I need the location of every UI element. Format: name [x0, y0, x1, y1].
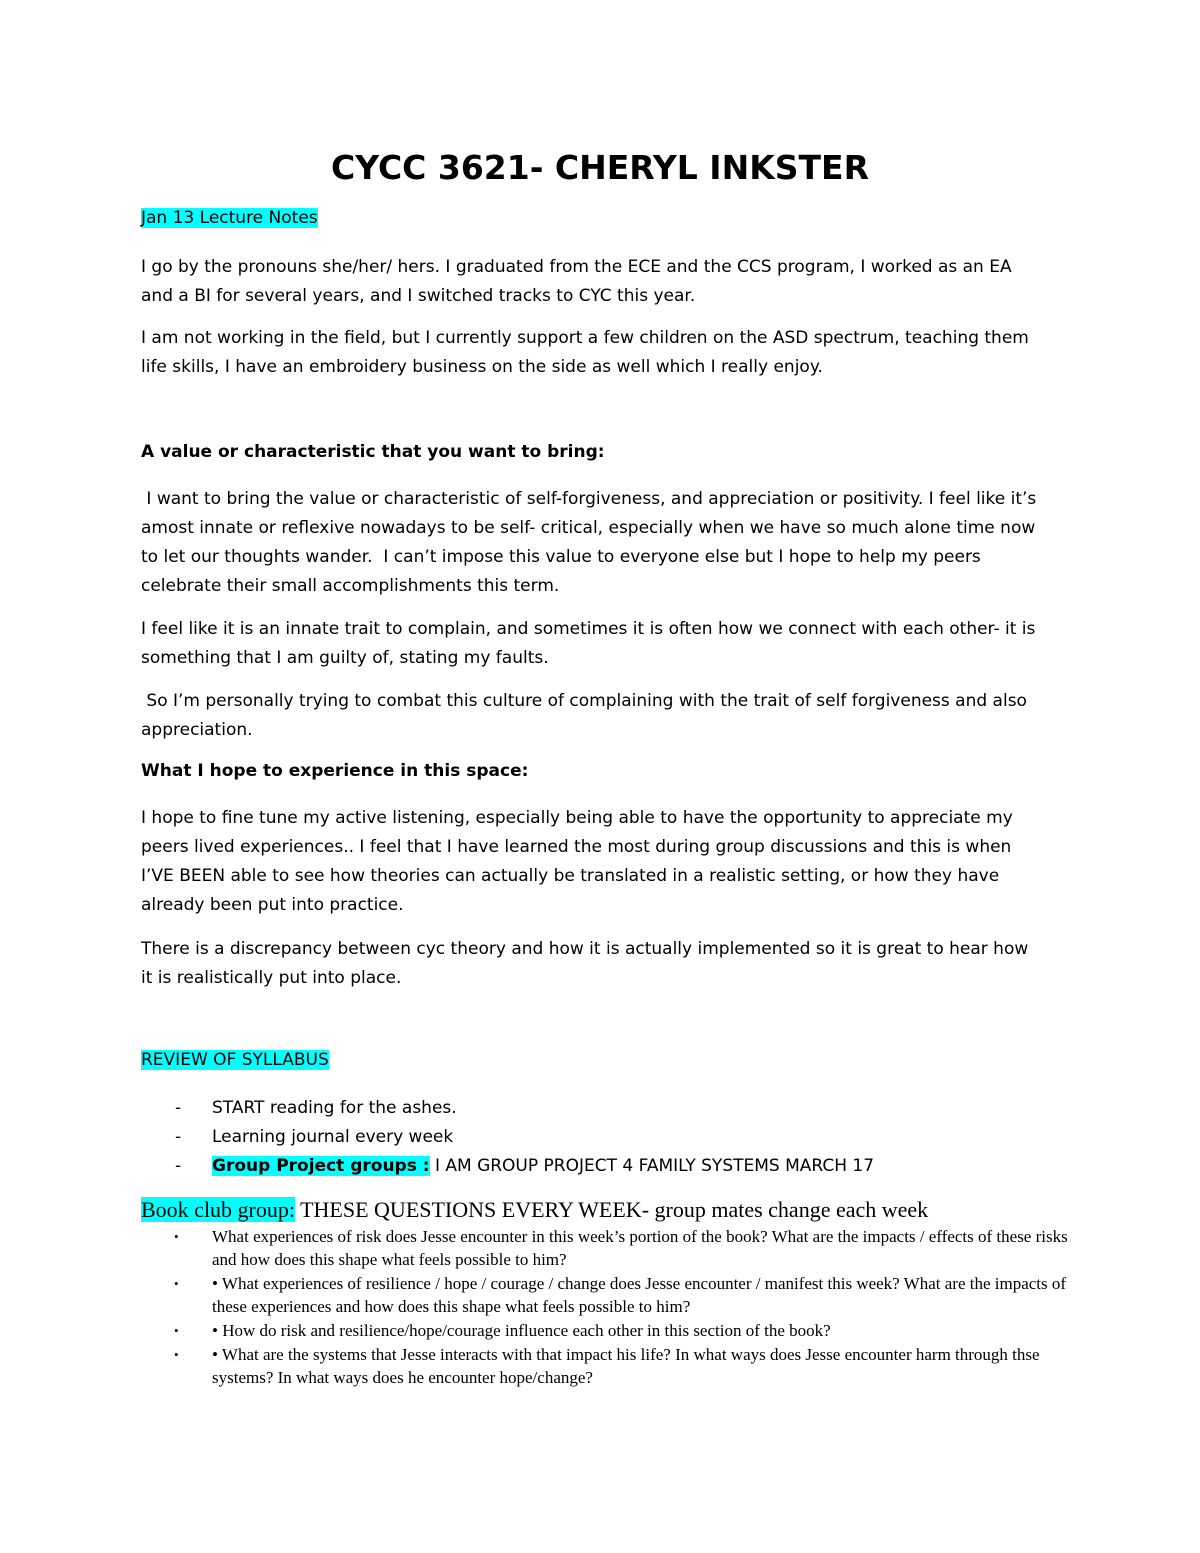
bullet-icon: • [174, 1323, 179, 1338]
list-item [141, 1343, 1071, 1389]
syllabus-heading: REVIEW OF SYLLABUS [141, 1050, 329, 1070]
value-paragraph-2 [141, 615, 1061, 673]
list-item [141, 1152, 1061, 1181]
experience-heading: What I hope to experience in this space: [141, 761, 529, 781]
book-club-questions [141, 1225, 1071, 1389]
text-line: already been put into practice. [141, 895, 404, 915]
experience-paragraph-1 [141, 804, 1061, 920]
jan13-heading-block [141, 208, 1061, 228]
text-line: There is a discrepancy between cyc theory and how it is actually implemented so it is great to hear how [141, 939, 1029, 959]
bullet-icon: • [174, 1229, 179, 1244]
book-club-label: Book club group: [141, 1197, 295, 1222]
question-text: • What are the systems that Jesse interacts with that impact his life? In what ways does Jesse encounter harm through thse systems? In what ways does he encounter hope/change? [212, 1345, 1040, 1387]
intro-paragraph-2 [141, 324, 1061, 382]
intro-paragraph-1 [141, 253, 1061, 311]
syllabus-list-block [141, 1094, 1061, 1181]
jan13-heading: Jan 13 Lecture Notes [141, 208, 318, 228]
question-text: • What experiences of resilience / hope / courage / change does Jesse encounter / manifest this week? What are the impacts of these experiences and how does this shape what feels possible to him? [212, 1274, 1067, 1316]
list-item-text: START reading for the ashes. [212, 1098, 457, 1118]
text-line: I hope to fine tune my active listening, especially being able to have the opportunity to appreciate my [141, 808, 1013, 828]
list-item [141, 1094, 1061, 1123]
value-heading: A value or characteristic that you want to bring: [141, 442, 605, 462]
text-line: peers lived experiences.. I feel that I have learned the most during group discussions and this is when [141, 837, 1012, 857]
experience-paragraph-2 [141, 935, 1061, 993]
text-line: it is realistically put into place. [141, 968, 402, 988]
group-project-label: Group Project groups : [212, 1156, 430, 1176]
syllabus-heading-block [141, 1050, 1061, 1070]
bullet-icon: • [174, 1347, 179, 1362]
text-line: So I’m personally trying to combat this culture of complaining with the trait of self forgiveness and also [141, 691, 1027, 711]
list-item [141, 1319, 1071, 1342]
text-line: life skills, I have an embroidery business on the side as well which I really enjoy. [141, 357, 823, 377]
value-paragraph-3 [141, 687, 1061, 745]
text-line: and a BI for several years, and I switched tracks to CYC this year. [141, 286, 696, 306]
text-line: something that I am guilty of, stating my faults. [141, 648, 549, 668]
text-line: I’VE BEEN able to see how theories can actually be translated in a realistic setting, or how they have [141, 866, 1000, 886]
value-paragraph-1 [141, 485, 1061, 601]
list-item-text: Learning journal every week [212, 1127, 454, 1147]
text-line: I want to bring the value or characteristic of self-forgiveness, and appreciation or positivity. I feel like it’s [141, 489, 1037, 509]
page-title: CYCC 3621- CHERYL INKSTER [331, 148, 869, 187]
syllabus-list [141, 1094, 1061, 1181]
bullet-icon: • [174, 1276, 179, 1291]
list-item [141, 1272, 1071, 1318]
text-line: amost innate or reflexive nowadays to be self- critical, especially when we have so much alone time now [141, 518, 1036, 538]
text-line: I feel like it is an innate trait to complain, and sometimes it is often how we connect with each other- it is [141, 619, 1036, 639]
list-item [141, 1225, 1071, 1271]
question-text: What experiences of risk does Jesse encounter in this week’s portion of the book? What are the impacts / effects of these risks and how does this shape what feels possible to him? [212, 1227, 1068, 1269]
text-line: to let our thoughts wander. I can’t impose this value to everyone else but I hope to help my peers [141, 547, 981, 567]
list-item [141, 1123, 1061, 1152]
text-line: celebrate their small accomplishments this term. [141, 576, 560, 596]
list-item-text: I AM GROUP PROJECT 4 FAMILY SYSTEMS MARCH 17 [429, 1156, 875, 1176]
text-line: I go by the pronouns she/her/ hers. I graduated from the ECE and the CCS program, I worked as an EA [141, 257, 1012, 277]
book-club-heading [141, 1196, 1061, 1224]
text-line: I am not working in the field, but I currently support a few children on the ASD spectrum, teaching them [141, 328, 1029, 348]
text-line: appreciation. [141, 720, 253, 740]
question-text: • How do risk and resilience/hope/courage influence each other in this section of the book? [212, 1321, 831, 1340]
book-club-instruction: THESE QUESTIONS EVERY WEEK- group mates change each week [295, 1197, 929, 1222]
book-club-questions-block [141, 1225, 1071, 1390]
